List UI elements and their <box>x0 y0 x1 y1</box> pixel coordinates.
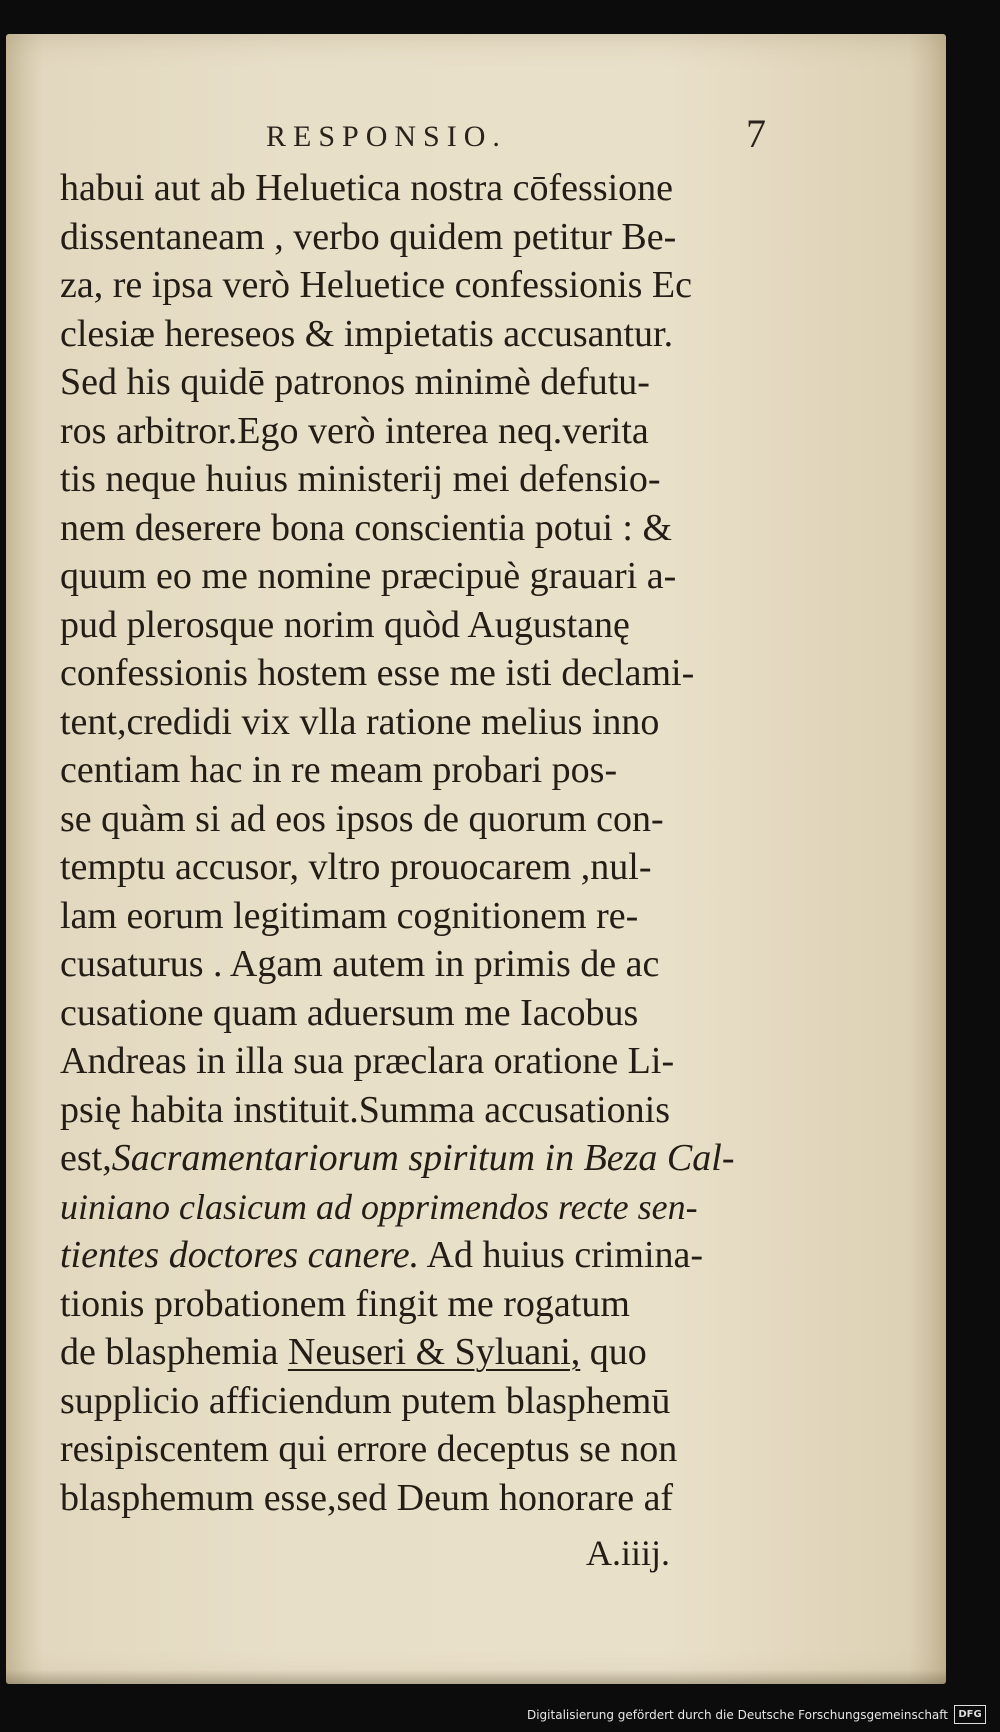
text-line: clesiæ hereseos & impietatis accusantur. <box>60 312 674 355</box>
body-text <box>60 164 780 1522</box>
text-line: dissentaneam , verbo quidem petitur Be- <box>60 215 677 258</box>
text-line: tis neque huius ministerij mei defensio- <box>60 458 661 500</box>
text-line: blasphemum esse,sed Deum honorare af <box>60 1476 674 1519</box>
text-fragment: Ad huius crimina- <box>419 1234 704 1276</box>
text-fragment: est, <box>60 1137 112 1179</box>
text-line: se quàm si ad eos ipsos de quorum con- <box>60 797 664 840</box>
text-line: ros arbitror.Ego verò interea neq.verita <box>60 409 649 452</box>
text-fragment: de blasphemia <box>60 1331 288 1373</box>
text-line-mixed <box>60 1231 780 1280</box>
digitization-credit: Digitalisierung gefördert durch die Deutsche Forschungsgemeinschaft <box>526 1708 948 1722</box>
italic-quote: Sacramentariorum spiritum in Beza Cal- <box>111 1137 735 1179</box>
text-line: confessionis hostem esse me isti declami- <box>60 652 695 694</box>
text-line: Sed his quidē patronos minimè defutu- <box>60 361 650 403</box>
text-line: nem deserere bona conscientia potui : & <box>60 506 673 549</box>
text-line: supplicio afficiendum putem blasphemū <box>60 1379 671 1422</box>
dfg-logo-icon: DFG <box>954 1705 986 1724</box>
page-number: 7 <box>746 111 766 156</box>
text-fragment: quo <box>580 1331 647 1373</box>
text-line: tent,credidi vix vlla ratione melius inno <box>60 700 660 743</box>
book-page <box>6 34 946 1684</box>
text-line: habui aut ab Heluetica nostra cōfessione <box>60 167 674 209</box>
text-line-mixed <box>60 1328 780 1377</box>
text-line: centiam hac in re meam probari pos- <box>60 749 618 791</box>
text-line: psię habita instituit.Summa accusationis <box>60 1088 671 1131</box>
italic-quote-line: uiniano clasicum ad opprimendos recte sen- <box>60 1186 698 1227</box>
text-line: cusaturus . Agam autem in primis de ac <box>60 943 660 985</box>
text-line: temptu accusor, vltro prouocarem ,nul- <box>60 846 652 888</box>
italic-quote: tientes doctores canere. <box>60 1234 420 1276</box>
text-line: quum eo me nomine præcipuè grauari a- <box>60 555 677 597</box>
text-line: cusatione quam aduersum me Iacobus <box>60 991 639 1034</box>
text-line: lam eorum legitimam cognitionem re- <box>60 894 639 937</box>
text-line-mixed <box>60 1134 780 1183</box>
signature-mark: A.iiij. <box>586 1533 671 1573</box>
text-line: tionis probationem fingit me rogatum <box>60 1282 630 1325</box>
text-line: Andreas in illa sua præclara oratione Li- <box>60 1040 675 1082</box>
text-line: pud plerosque norim quòd Augustanę <box>60 603 630 646</box>
text-line: resipiscentem qui errore deceptus se non <box>60 1428 678 1470</box>
underlined-names: Neuseri & Syluani, <box>287 1331 581 1373</box>
running-head: RESPONSIO. <box>266 120 507 153</box>
text-line: za, re ipsa verò Heluetice confessionis Ec <box>60 264 693 306</box>
